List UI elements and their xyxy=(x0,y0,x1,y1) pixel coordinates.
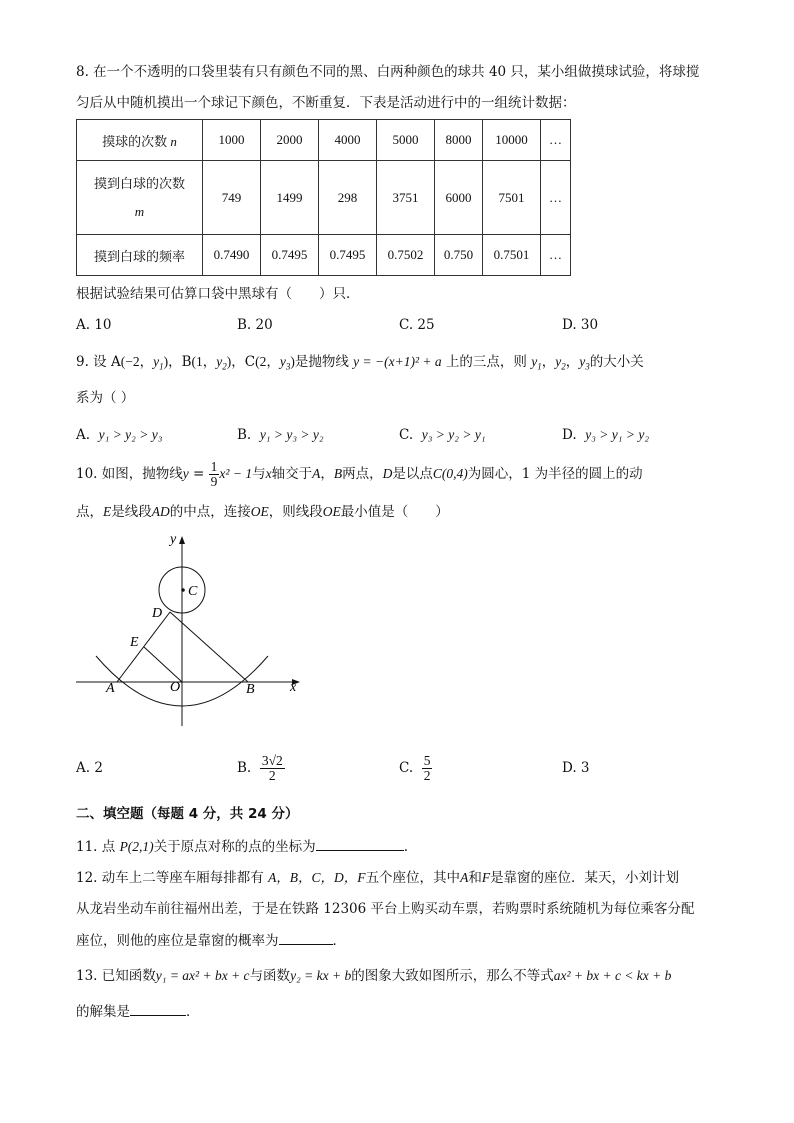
q9-option-c[interactable]: C. y₃ > y₂ > y₁ xyxy=(399,427,486,443)
q9-option-a[interactable]: A. y₁ > y₂ > y₃ xyxy=(76,427,163,443)
y-axis-arrow xyxy=(179,536,185,544)
q8-question: 根据试验结果可估算口袋中黑球有（ ）只． xyxy=(76,286,360,302)
label-d: D xyxy=(152,606,163,621)
row-label-n: 摸球的次数 n xyxy=(77,120,203,161)
table-cell: 3751 xyxy=(377,161,435,235)
q9-option-b[interactable]: B. y₁ > y₃ > y₂ xyxy=(237,427,324,443)
q9-parabola: y = −(x+1)² + a xyxy=(353,354,442,369)
table-cell: 6000 xyxy=(435,161,483,235)
table-cell: 0.7490 xyxy=(203,235,261,276)
q10-line2: 点，E是线段AD的中点，连接OE，则线段OE最小值是（ ） xyxy=(76,504,449,520)
segment-ad xyxy=(117,612,170,682)
q8-option-b[interactable]: B. 20 xyxy=(237,317,273,333)
table-cell: 1499 xyxy=(261,161,319,235)
q12-line3: 座位，则他的座位是靠窗的概率为 ． xyxy=(76,930,346,951)
table-cell: 4000 xyxy=(319,120,377,161)
table-cell: 7501 xyxy=(483,161,541,235)
table-cell: 298 xyxy=(319,161,377,235)
table-cell: 0.7495 xyxy=(261,235,319,276)
q11-line: 11. 点 P(2,1)关于原点对称的点的坐标为 . xyxy=(76,836,408,857)
center-c-point xyxy=(181,588,185,592)
table-cell: 749 xyxy=(203,161,261,235)
label-e: E xyxy=(130,635,139,650)
label-a: A xyxy=(106,681,115,696)
table-cell: 5000 xyxy=(377,120,435,161)
q8-line1: 8. 在一个不透明的口袋里装有只有颜色不同的黑、白两种颜色的球共 40 只，某小组做摸球试验，将球搅 xyxy=(76,64,700,80)
table-cell: 8000 xyxy=(435,120,483,161)
q8-option-a[interactable]: A. 10 xyxy=(76,317,112,333)
q9-line2: 系为（ ） xyxy=(76,390,135,406)
label-x: x xyxy=(290,680,297,695)
q8-stats-table xyxy=(76,119,571,276)
q10-line1: 10. 如图，抛物线y = $\frac{1}{9}$ x² − 1与x轴交于A，B两点，D是以点C(0,4)为圆心，1 为半径的圆上的动 xyxy=(76,459,643,489)
q10-option-c[interactable]: C. $\frac{5}{2}$ xyxy=(399,753,431,783)
q12-answer-blank[interactable] xyxy=(279,930,333,945)
label-o: O xyxy=(170,680,181,695)
segment-oe xyxy=(144,647,182,682)
table-cell: 0.7501 xyxy=(483,235,541,276)
q8-option-c[interactable]: C. 25 xyxy=(399,317,435,333)
q12-line2: 从龙岩坐动车前往福州出差，于是在铁路 12306 平台上购买动车票，若购票时系统随机为每位乘客分配 xyxy=(76,901,695,917)
q11-answer-blank[interactable] xyxy=(316,836,404,851)
label-c: C xyxy=(188,584,198,599)
table-cell: … xyxy=(541,235,571,276)
row-label-freq: 摸到白球的频率 xyxy=(77,235,203,276)
row-label-m: 摸到白球的次数 m xyxy=(77,161,203,235)
q10-figure xyxy=(70,530,310,730)
table-cell: 0.7495 xyxy=(319,235,377,276)
q9-line1: 9. 设 A(−2，$y_1$)，B(1，$y_2$)，C(2，$y_3$)是抛物线 y = −(x+1)² + a 上的三点，则 $y_1$，$y_2$，$y_3$的大小关 xyxy=(76,354,644,372)
table-cell: 0.750 xyxy=(435,235,483,276)
label-y: y xyxy=(170,532,177,547)
q13-answer-blank[interactable] xyxy=(130,1001,186,1016)
table-cell: 1000 xyxy=(203,120,261,161)
q10-option-d[interactable]: D. 3 xyxy=(562,760,590,776)
q8-line2: 匀后从中随机摸出一个球记下颜色，不断重复．下表是活动进行中的一组统计数据： xyxy=(76,95,576,111)
table-cell: … xyxy=(541,161,571,235)
section-title: 二、填空题（每题 4 分，共 24 分） xyxy=(76,806,299,822)
label-b: B xyxy=(246,682,255,697)
table-cell: … xyxy=(541,120,571,161)
q9-option-d[interactable]: D. y₃ > y₁ > y₂ xyxy=(562,427,650,443)
table-cell: 10000 xyxy=(483,120,541,161)
q10-option-a[interactable]: A. 2 xyxy=(76,760,103,776)
q13-line2: 的解集是 ． xyxy=(76,1001,200,1022)
q12-line1: 12. 动车上二等座车厢每排都有 A，B，C，D，F五个座位，其中A和F是靠窗的座位．某天，小刘计划 xyxy=(76,870,680,886)
q13-line1: 13. 已知函数y₁ = ax² + bx + c与函数y₂ = kx + b的图象大致如图所示，那么不等式ax² + bx + c < kx + b xyxy=(76,968,672,984)
q8-option-d[interactable]: D. 30 xyxy=(562,317,599,333)
table-cell: 2000 xyxy=(261,120,319,161)
table-cell: 0.7502 xyxy=(377,235,435,276)
q10-option-b[interactable]: B. $\frac{3√2}{2}$ xyxy=(237,753,283,783)
